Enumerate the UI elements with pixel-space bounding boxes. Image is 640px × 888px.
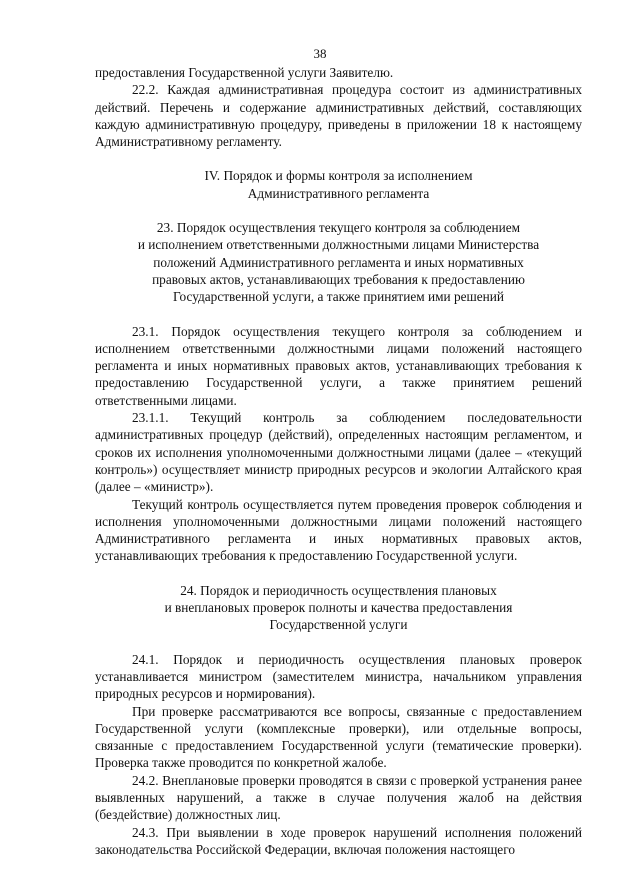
heading-line: правовых актов, устанавливающих требования к предоставлению <box>152 271 525 287</box>
page-number: 38 <box>313 46 327 61</box>
section-heading-24 <box>95 582 582 634</box>
heading-line: и исполнением ответственными должностными лицами Министерства <box>137 237 540 253</box>
section-heading-23 <box>95 219 582 305</box>
heading-line: 24. Порядок и периодичность осуществления плановых <box>180 582 497 598</box>
paragraph-24-1: 24.1. Порядок и периодичность осуществления плановых проверок устанавливается министром (заместителем министра, начальником управления природных ресурсов и нормирования). <box>95 651 582 702</box>
section-heading-iv <box>95 167 582 202</box>
heading-line: и внеплановых проверок полноты и качества предоставления <box>164 600 513 616</box>
document-body <box>95 64 582 858</box>
heading-line: положений Административного регламента и иных нормативных <box>153 254 524 270</box>
heading-line: Административного регламента <box>247 185 430 201</box>
paragraph-continuation: предоставления Государственной услуги Заявителю. <box>95 65 394 80</box>
paragraph-24-2: 24.2. Внеплановые проверки проводятся в связи с проверкой устранения ранее выявленных нарушений, а также в случае получения жалоб на действия (бездействие) должностных лиц. <box>95 772 582 823</box>
paragraph-current-control: Текущий контроль осуществляется путем проведения проверок соблюдения и исполнения уполномоченными должностными лицами положений настоящего Административного регламента и иных нормативных правовых актов, устанавливающих требования к предоставлению Государственной услуги. <box>95 496 582 564</box>
heading-line: Государственной услуги, а также принятием ими решений <box>172 289 505 305</box>
heading-line: IV. Порядок и формы контроля за исполнением <box>204 168 473 184</box>
paragraph-23-1-1: 23.1.1. Текущий контроль за соблюдением последовательности административных процедур (действий), определенных настоящим регламентом, и сроков их исполнения уполномоченными должностными лицами (далее – «текущий контроль») осуществляет министр природных ресурсов и экологии Алтайского края (далее – «министр»). <box>95 410 582 495</box>
heading-line: Государственной услуги <box>269 617 408 633</box>
paragraph-22-2: 22.2. Каждая административная процедура состоит из административных действий. Перечень и содержание административных действий, составляющих каждую административную процедуру, приведены в приложении 18 к настоящему Административному регламенту. <box>95 82 582 150</box>
heading-line: 23. Порядок осуществления текущего контроля за соблюдением <box>156 220 521 236</box>
paragraph-24-3: 24.3. При выявлении в ходе проверок нарушений исполнения положений законодательства Российской Федерации, включая положения настоящего <box>95 824 582 857</box>
paragraph-inspection-scope: При проверке рассматриваются все вопросы, связанные с предоставлением Государственной услуги (комплексные проверки), или отдельные вопросы, связанные с предоставлением Государственной услуги (тематические проверки). Проверка также проводится по конкретной жалобе. <box>95 703 582 771</box>
paragraph-23-1: 23.1. Порядок осуществления текущего контроля за соблюдением и исполнением ответственными должностными лицами положений настоящего регламента и иных нормативных правовых актов, устанавливающих требования к предоставлению Государственной услуги, а также принятием решений ответственными лицами. <box>95 323 582 408</box>
